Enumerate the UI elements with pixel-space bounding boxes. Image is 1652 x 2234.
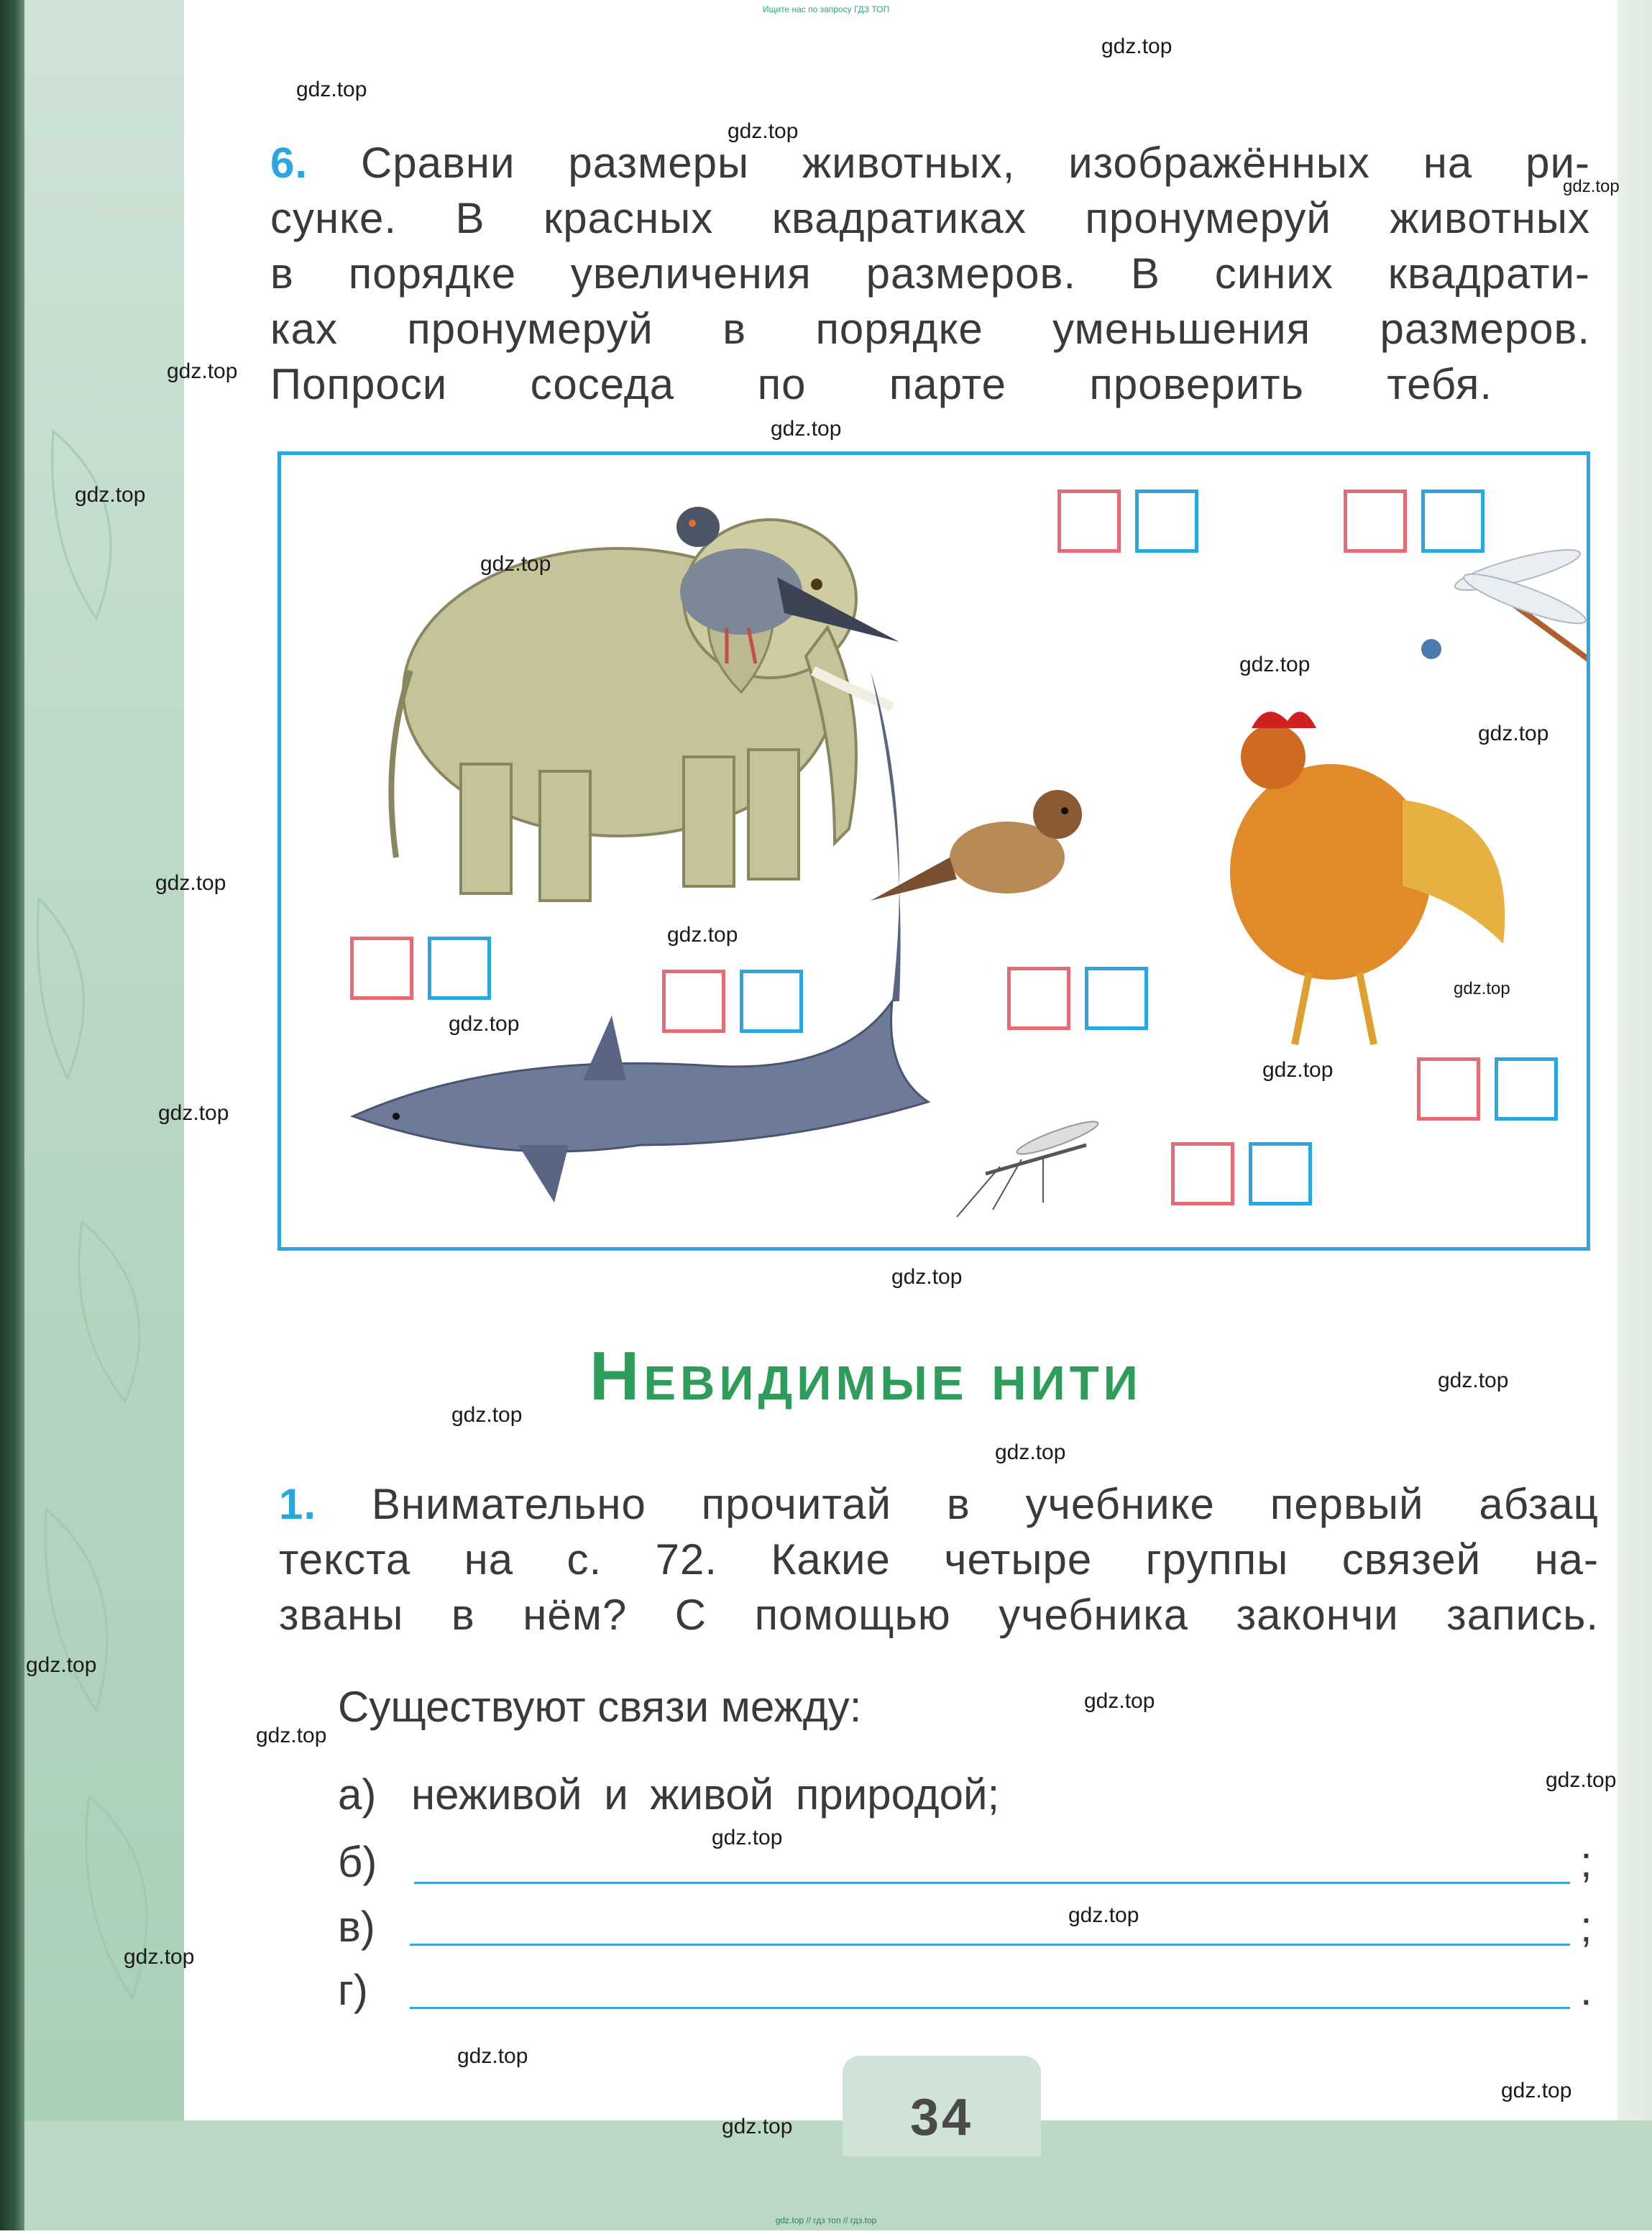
task-1-intro: Существуют связи между: xyxy=(338,1683,862,1731)
shark-blue-box[interactable] xyxy=(740,970,803,1033)
watermark: gdz.top xyxy=(449,1012,520,1036)
watermark: gdz.top xyxy=(124,1945,195,1969)
watermark: gdz.top xyxy=(158,1101,229,1125)
task-6-line-4: ках пронумеруй в порядке уменьшения размеров. xyxy=(270,305,1590,353)
task-6-line-5: Попроси соседа по парте проверить тебя. xyxy=(270,360,1492,408)
watermark: gdz.top xyxy=(1478,722,1549,745)
item-c-end: ; xyxy=(1580,1903,1592,1951)
item-d-end: . xyxy=(1580,1966,1592,2014)
mosquito-blue-box[interactable] xyxy=(1249,1142,1312,1205)
bottom-band xyxy=(24,2120,1652,2230)
dragonfly-blue-box[interactable] xyxy=(1421,489,1484,553)
item-a-label: а) xyxy=(338,1770,377,1819)
watermark: gdz.top xyxy=(480,552,551,576)
pigeon-blue-box[interactable] xyxy=(1135,489,1198,553)
watermark: gdz.top xyxy=(891,1265,963,1289)
watermark: gdz.top xyxy=(728,119,799,143)
rooster-blue-box[interactable] xyxy=(1495,1057,1558,1121)
sparrow-picture xyxy=(871,790,1082,901)
watermark: gdz.top xyxy=(667,923,738,947)
watermark: gdz.top xyxy=(1101,35,1173,58)
watermark: gdz.top xyxy=(1546,1768,1617,1792)
item-a-text: неживой и живой природой; xyxy=(411,1770,1000,1819)
mosquito-red-box[interactable] xyxy=(1171,1142,1234,1205)
sparrow-blue-box[interactable] xyxy=(1085,967,1148,1030)
watermark: gdz.top xyxy=(1084,1689,1155,1713)
item-b-answer-line[interactable] xyxy=(414,1882,1570,1884)
watermark: gdz.top xyxy=(296,78,367,101)
elephant-blue-box[interactable] xyxy=(428,937,491,1000)
watermark: gdz.top xyxy=(26,1653,97,1677)
task-6-number: 6. xyxy=(270,139,308,187)
top-banner: Ищите нас по запросу ГДЗ ТОП xyxy=(762,4,890,14)
watermark: gdz.top xyxy=(75,483,146,507)
item-c-answer-line[interactable] xyxy=(410,1944,1570,1946)
task-1-line-2: текста на с. 72. Какие четыре группы связей на- xyxy=(279,1535,1599,1583)
watermark: gdz.top xyxy=(256,1724,327,1747)
dragonfly-red-box[interactable] xyxy=(1344,489,1407,553)
task-1-text xyxy=(279,1476,1599,1642)
bottom-banner: gdz.top // гдз топ // гдз.top xyxy=(775,2215,877,2225)
elephant-picture xyxy=(391,520,892,901)
page-number: 34 xyxy=(909,2089,974,2146)
watermark: gdz.top xyxy=(155,871,226,895)
task-1-number: 1. xyxy=(279,1480,317,1528)
watermark: gdz.top xyxy=(771,417,842,441)
task-6-line-2: сунке. В красных квадратиках пронумеруй животных xyxy=(270,194,1590,242)
animals-illustration-frame xyxy=(277,451,1590,1251)
mosquito-picture xyxy=(957,1116,1101,1217)
watermark: gdz.top xyxy=(1438,1369,1509,1392)
task-6-line-1: Сравни размеры животных, изображённых на ри- xyxy=(360,139,1591,187)
item-b-end: ; xyxy=(1580,1838,1592,1886)
watermark: gdz.top xyxy=(1262,1058,1334,1082)
shark-red-box[interactable] xyxy=(662,970,725,1033)
task-1-line-3: званы в нём? С помощью учебника закончи запись. xyxy=(279,1591,1599,1639)
item-b-label: б) xyxy=(338,1838,377,1886)
pigeon-red-box[interactable] xyxy=(1057,489,1121,553)
section-heading: Невидимые нити xyxy=(589,1338,1142,1415)
book-spine xyxy=(0,0,24,2230)
item-d-label: г) xyxy=(338,1966,368,2014)
task-6-text xyxy=(270,135,1590,412)
item-c-label: в) xyxy=(338,1903,375,1951)
watermark: gdz.top xyxy=(1239,653,1311,676)
sparrow-red-box[interactable] xyxy=(1007,967,1070,1030)
task-1-line-1: Внимательно прочитай в учебнике первый абзац xyxy=(371,1480,1600,1528)
elephant-red-box[interactable] xyxy=(350,937,413,1000)
rooster-red-box[interactable] xyxy=(1417,1057,1480,1121)
watermark: gdz.top xyxy=(1454,979,1510,998)
watermark: gdz.top xyxy=(1563,177,1620,196)
watermark: gdz.top xyxy=(1501,2079,1572,2102)
dragonfly-picture xyxy=(1421,542,1587,671)
animals-illustration xyxy=(281,455,1587,1247)
watermark: gdz.top xyxy=(995,1440,1066,1464)
watermark: gdz.top xyxy=(712,1826,783,1849)
watermark: gdz.top xyxy=(722,2115,793,2138)
watermark: gdz.top xyxy=(1068,1903,1139,1927)
task-6-line-3: в порядке увеличения размеров. В синих квадрати- xyxy=(270,249,1590,298)
watermark: gdz.top xyxy=(451,1403,523,1427)
item-d-answer-line[interactable] xyxy=(410,2007,1570,2009)
right-margin xyxy=(1617,0,1652,2230)
watermark: gdz.top xyxy=(457,2044,528,2068)
watermark: gdz.top xyxy=(167,359,238,383)
